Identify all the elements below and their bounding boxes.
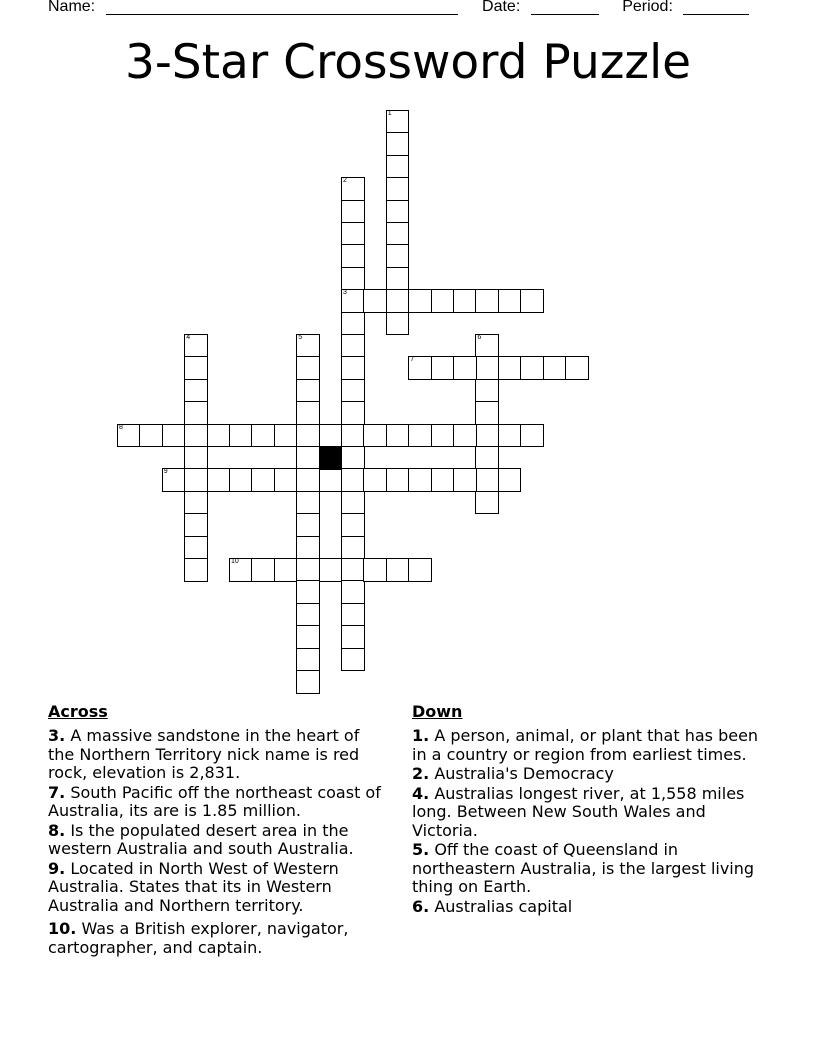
grid-cell[interactable] (184, 356, 208, 380)
grid-cell[interactable] (475, 379, 499, 403)
grid-cell[interactable] (475, 468, 499, 492)
clue-across-3 (48, 727, 388, 783)
grid-cell[interactable] (386, 200, 410, 224)
clue-down-5 (412, 841, 772, 897)
grid-cell[interactable] (386, 312, 410, 336)
grid-cell[interactable] (229, 468, 253, 492)
clue-text: Located in North West of Western Australia. States that its in Western Australia and Northern territory. (48, 858, 339, 915)
grid-cell[interactable] (184, 334, 208, 358)
grid-cell[interactable] (319, 558, 343, 582)
grid-cell[interactable] (386, 267, 410, 291)
grid-cell[interactable] (431, 468, 455, 492)
grid-cell[interactable] (408, 356, 432, 380)
grid-cell[interactable] (453, 356, 477, 380)
clue-number-label: 1 (387, 110, 392, 117)
clue-text: Was a British explorer, navigator, cartographer, and captain. (48, 919, 349, 957)
clue-across-7 (48, 784, 388, 821)
grid-cell[interactable] (229, 558, 253, 582)
grid-cell[interactable] (341, 289, 365, 313)
clue-number-label: 8 (119, 423, 123, 431)
grid-cell[interactable] (319, 468, 343, 492)
across-heading: Across (48, 702, 108, 721)
grid-cell[interactable] (184, 491, 208, 515)
grid-cell[interactable] (296, 334, 320, 358)
grid-cell[interactable] (453, 468, 477, 492)
grid-cell[interactable] (296, 603, 320, 627)
grid-cell[interactable] (184, 558, 208, 582)
grid-cell[interactable] (386, 110, 410, 134)
grid-cell[interactable] (341, 312, 365, 336)
grid-cell[interactable] (296, 379, 320, 403)
clue-number-label: 10 (231, 558, 239, 565)
page-title: 3-Star Crossword Puzzle (124, 35, 692, 90)
grid-cell[interactable] (162, 424, 186, 448)
grid-cell[interactable] (475, 401, 499, 425)
grid-cell[interactable] (274, 558, 298, 582)
clue-text: Australias longest river, at 1,558 miles long. Between New South Wales and Victoria. (412, 783, 745, 840)
grid-cell[interactable] (184, 446, 208, 470)
black-square (319, 446, 343, 470)
grid-cell[interactable] (431, 424, 455, 448)
across-clues (48, 702, 388, 958)
grid-cell[interactable] (207, 468, 231, 492)
clue-across-9 (48, 860, 388, 916)
grid-cell[interactable] (296, 580, 320, 604)
grid-cell[interactable] (498, 289, 522, 313)
grid-cell[interactable] (408, 468, 432, 492)
grid-cell[interactable] (274, 424, 298, 448)
clue-number: 6. (412, 896, 430, 916)
clue-number: 9. (48, 858, 66, 878)
grid-cell[interactable] (386, 424, 410, 448)
grid-cell[interactable] (363, 289, 387, 313)
grid-cell[interactable] (341, 625, 365, 649)
grid-cell[interactable] (520, 356, 544, 380)
grid-cell[interactable] (296, 446, 320, 470)
grid-cell[interactable] (386, 132, 410, 156)
grid-cell[interactable] (475, 424, 499, 448)
grid-cell[interactable] (386, 558, 410, 582)
grid-cell[interactable] (341, 200, 365, 224)
clue-number: 8. (48, 820, 66, 840)
grid-cell[interactable] (386, 222, 410, 246)
grid-cell[interactable] (386, 244, 410, 268)
grid-cell[interactable] (184, 536, 208, 560)
clue-number: 4. (412, 783, 430, 803)
grid-cell[interactable] (296, 625, 320, 649)
grid-cell[interactable] (498, 468, 522, 492)
grid-cell[interactable] (341, 222, 365, 246)
grid-cell[interactable] (498, 356, 522, 380)
clue-text: Australia's Democracy (434, 764, 614, 783)
grid-cell[interactable] (386, 155, 410, 179)
clue-down-1 (412, 727, 772, 764)
grid-cell[interactable] (453, 289, 477, 313)
grid-cell[interactable] (341, 468, 365, 492)
clue-number: 5. (412, 840, 430, 859)
grid-cell[interactable] (229, 424, 253, 448)
grid-cell[interactable] (296, 513, 320, 537)
down-clues (412, 702, 772, 917)
grid-cell[interactable] (341, 536, 365, 560)
clue-text: Is the populated desert area in the western Australia and south Australia. (48, 820, 354, 858)
grid-cell[interactable] (520, 289, 544, 313)
grid-cell[interactable] (184, 468, 208, 492)
clue-number: 7. (48, 782, 66, 802)
grid-cell[interactable] (475, 334, 499, 358)
clue-number: 10. (48, 919, 77, 938)
grid-cell[interactable] (251, 468, 275, 492)
grid-cell[interactable] (296, 491, 320, 515)
grid-cell[interactable] (341, 513, 365, 537)
clue-number: 1. (412, 726, 430, 745)
grid-cell[interactable] (498, 424, 522, 448)
grid-cell[interactable] (341, 558, 365, 582)
clue-number-label: 5 (298, 334, 303, 341)
grid-cell[interactable] (341, 401, 365, 425)
clue-number-label: 2 (343, 177, 347, 185)
grid-cell[interactable] (296, 356, 320, 380)
grid-cell[interactable] (207, 424, 231, 448)
clue-text: South Pacific off the northeast coast of Australia, its are is 1.85 million. (48, 782, 381, 820)
grid-cell[interactable] (363, 468, 387, 492)
grid-cell[interactable] (341, 356, 365, 380)
grid-cell[interactable] (296, 536, 320, 560)
clue-number: 2. (412, 764, 430, 783)
grid-cell[interactable] (184, 513, 208, 537)
grid-cell[interactable] (296, 401, 320, 425)
name-label: Name: (48, 0, 96, 15)
grid-cell[interactable] (408, 424, 432, 448)
clue-number-label: 3 (343, 289, 347, 297)
grid-cell[interactable] (520, 424, 544, 448)
grid-cell[interactable] (162, 468, 186, 492)
period-label: Period: (622, 0, 673, 15)
grid-cell[interactable] (543, 356, 567, 380)
clue-text: A massive sandstone in the heart of the Northern Territory nick name is red rock, elevation is 2,831. (48, 726, 360, 782)
date-label: Date: (482, 0, 521, 15)
clue-across-8 (48, 822, 388, 859)
grid-cell[interactable] (408, 289, 432, 313)
clue-number-label: 9 (163, 468, 168, 476)
grid-cell[interactable] (341, 424, 365, 448)
grid-cell[interactable] (363, 558, 387, 582)
grid-cell[interactable] (408, 558, 432, 582)
grid-cell[interactable] (475, 491, 499, 515)
grid-cell[interactable] (184, 401, 208, 425)
grid-cell[interactable] (341, 334, 365, 358)
grid-cell[interactable] (117, 424, 141, 448)
clue-down-4 (412, 785, 772, 841)
grid-cell[interactable] (251, 558, 275, 582)
grid-cell[interactable] (319, 424, 343, 448)
grid-cell[interactable] (431, 289, 455, 313)
grid-cell[interactable] (341, 177, 365, 201)
grid-cell[interactable] (251, 424, 275, 448)
clue-number-label: 6 (477, 334, 482, 341)
grid-cell[interactable] (296, 424, 320, 448)
clue-number-label: 7 (410, 356, 415, 364)
grid-cell[interactable] (341, 580, 365, 604)
grid-cell[interactable] (341, 446, 365, 470)
grid-cell[interactable] (341, 244, 365, 268)
down-heading: Down (412, 702, 463, 721)
grid-cell[interactable] (386, 468, 410, 492)
clue-down-6 (412, 898, 772, 917)
grid-cell[interactable] (475, 446, 499, 470)
grid-cell[interactable] (296, 468, 320, 492)
clue-number: 3. (48, 726, 66, 745)
grid-cell[interactable] (475, 356, 499, 380)
grid-cell[interactable] (341, 379, 365, 403)
clue-text: A person, animal, or plant that has been in a country or region from earliest times. (412, 726, 759, 764)
grid-cell[interactable] (296, 558, 320, 582)
grid-cell[interactable] (386, 177, 410, 201)
grid-cell[interactable] (386, 289, 410, 313)
clue-text: Off the coast of Queensland in northeastern Australia, is the largest living thing on Earth. (412, 840, 755, 896)
grid-cell[interactable] (341, 267, 365, 291)
grid-cell[interactable] (184, 424, 208, 448)
clue-down-2 (412, 765, 772, 784)
grid-cell[interactable] (341, 648, 365, 672)
grid-cell[interactable] (341, 603, 365, 627)
grid-cell[interactable] (341, 491, 365, 515)
grid-cell[interactable] (296, 670, 320, 694)
clue-text: Australias capital (434, 896, 573, 916)
grid-cell[interactable] (274, 468, 298, 492)
grid-cell[interactable] (475, 289, 499, 313)
grid-cell[interactable] (139, 424, 163, 448)
grid-cell[interactable] (363, 424, 387, 448)
grid-cell[interactable] (184, 379, 208, 403)
clue-across-10 (48, 920, 388, 957)
grid-cell[interactable] (296, 648, 320, 672)
grid-cell[interactable] (453, 424, 477, 448)
grid-cell[interactable] (565, 356, 589, 380)
clue-number-label: 4 (186, 334, 191, 341)
grid-cell[interactable] (431, 356, 455, 380)
